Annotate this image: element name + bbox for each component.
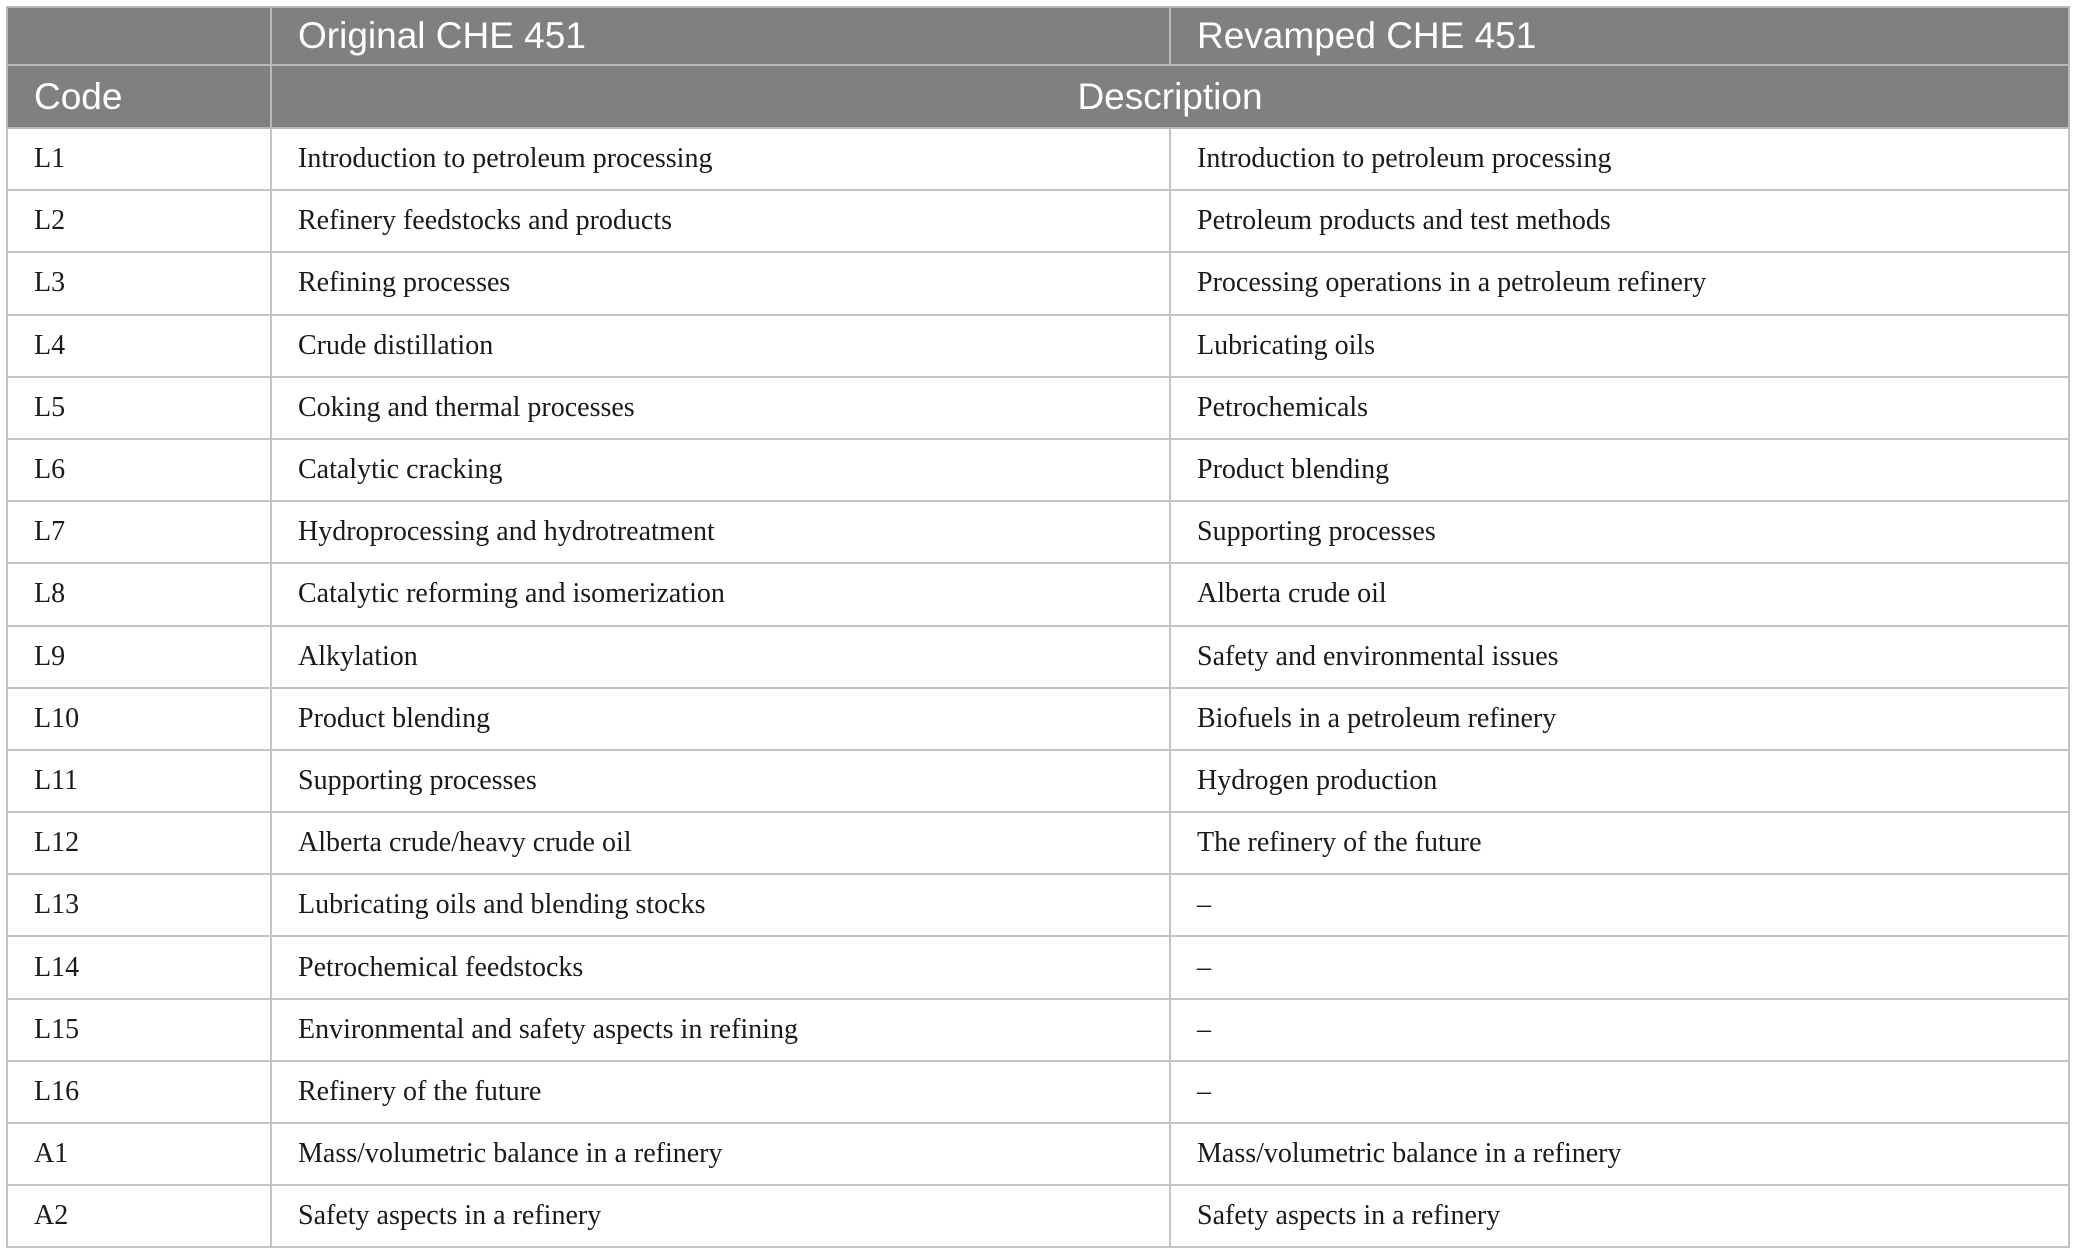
table-row	[7, 190, 2069, 252]
cell-code: L14	[7, 936, 271, 998]
table-row	[7, 377, 2069, 439]
header-row-course	[7, 7, 2069, 65]
header-original-course: Original CHE 451	[271, 7, 1170, 65]
cell-code: L9	[7, 626, 271, 688]
cell-original: Coking and thermal processes	[271, 377, 1170, 439]
cell-code: L16	[7, 1061, 271, 1123]
table-row	[7, 626, 2069, 688]
cell-revamped: Petrochemicals	[1170, 377, 2069, 439]
cell-revamped: –	[1170, 936, 2069, 998]
cell-original: Product blending	[271, 688, 1170, 750]
cell-revamped: Petroleum products and test methods	[1170, 190, 2069, 252]
cell-revamped: Safety and environmental issues	[1170, 626, 2069, 688]
header-code-blank	[7, 7, 271, 65]
table-row	[7, 128, 2069, 190]
cell-revamped: –	[1170, 1061, 2069, 1123]
cell-revamped: –	[1170, 999, 2069, 1061]
cell-revamped: Product blending	[1170, 439, 2069, 501]
table-row	[7, 501, 2069, 563]
cell-code: L7	[7, 501, 271, 563]
cell-code: L3	[7, 252, 271, 314]
cell-revamped: Safety aspects in a refinery	[1170, 1185, 2069, 1247]
cell-original: Refinery feedstocks and products	[271, 190, 1170, 252]
cell-code: A2	[7, 1185, 271, 1247]
table-row	[7, 1123, 2069, 1185]
cell-code: L8	[7, 563, 271, 625]
cell-revamped: Supporting processes	[1170, 501, 2069, 563]
table-row	[7, 750, 2069, 812]
cell-original: Alkylation	[271, 626, 1170, 688]
cell-original: Alberta crude/heavy crude oil	[271, 812, 1170, 874]
table-row	[7, 315, 2069, 377]
cell-code: L4	[7, 315, 271, 377]
table-header	[7, 7, 2069, 128]
cell-original: Introduction to petroleum processing	[271, 128, 1170, 190]
cell-original: Refining processes	[271, 252, 1170, 314]
table-row	[7, 874, 2069, 936]
cell-original: Hydroprocessing and hydrotreatment	[271, 501, 1170, 563]
cell-original: Mass/volumetric balance in a refinery	[271, 1123, 1170, 1185]
table-row	[7, 252, 2069, 314]
table-row	[7, 936, 2069, 998]
cell-revamped: Processing operations in a petroleum refinery	[1170, 252, 2069, 314]
table-row	[7, 1061, 2069, 1123]
header-revamped-course: Revamped CHE 451	[1170, 7, 2069, 65]
cell-revamped: Biofuels in a petroleum refinery	[1170, 688, 2069, 750]
table-row	[7, 563, 2069, 625]
cell-revamped: Lubricating oils	[1170, 315, 2069, 377]
cell-original: Crude distillation	[271, 315, 1170, 377]
cell-code: L1	[7, 128, 271, 190]
cell-original: Safety aspects in a refinery	[271, 1185, 1170, 1247]
cell-code: L10	[7, 688, 271, 750]
cell-code: L2	[7, 190, 271, 252]
table-row	[7, 439, 2069, 501]
cell-code: L5	[7, 377, 271, 439]
table-row	[7, 999, 2069, 1061]
header-row-labels	[7, 65, 2069, 128]
cell-code: A1	[7, 1123, 271, 1185]
course-comparison-table-wrapper	[6, 6, 2068, 1248]
cell-revamped: –	[1170, 874, 2069, 936]
table-row	[7, 1185, 2069, 1247]
cell-code: L12	[7, 812, 271, 874]
cell-original: Lubricating oils and blending stocks	[271, 874, 1170, 936]
cell-original: Catalytic reforming and isomerization	[271, 563, 1170, 625]
cell-code: L15	[7, 999, 271, 1061]
cell-revamped: Introduction to petroleum processing	[1170, 128, 2069, 190]
cell-original: Supporting processes	[271, 750, 1170, 812]
cell-original: Catalytic cracking	[271, 439, 1170, 501]
course-comparison-table	[6, 6, 2070, 1248]
table-row	[7, 812, 2069, 874]
cell-revamped: Hydrogen production	[1170, 750, 2069, 812]
cell-code: L13	[7, 874, 271, 936]
table-row	[7, 688, 2069, 750]
header-description: Description	[271, 65, 2069, 128]
table-body	[7, 128, 2069, 1247]
cell-code: L6	[7, 439, 271, 501]
header-code: Code	[7, 65, 271, 128]
cell-original: Petrochemical feedstocks	[271, 936, 1170, 998]
cell-revamped: The refinery of the future	[1170, 812, 2069, 874]
cell-revamped: Alberta crude oil	[1170, 563, 2069, 625]
cell-revamped: Mass/volumetric balance in a refinery	[1170, 1123, 2069, 1185]
cell-original: Refinery of the future	[271, 1061, 1170, 1123]
cell-code: L11	[7, 750, 271, 812]
cell-original: Environmental and safety aspects in refining	[271, 999, 1170, 1061]
